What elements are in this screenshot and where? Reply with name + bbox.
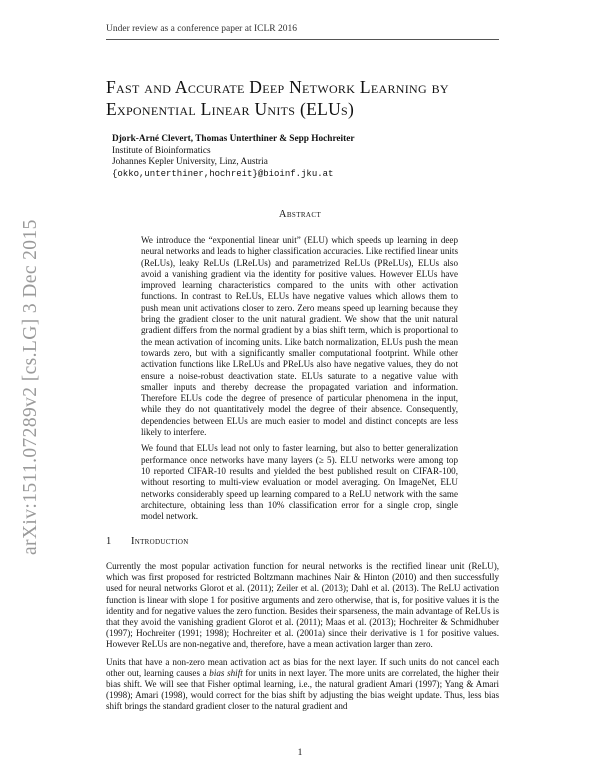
header-rule	[106, 39, 499, 40]
introduction-body	[106, 561, 499, 713]
author-university: Johannes Kepler University, Linz, Austria	[112, 157, 268, 167]
intro-paragraph-2-end: for units in next layer. The more units are correlated, the higher their bias shift. We will see that Fisher optimal learning, i.e., the natural gradient Amari (1997); Yang & Amari (1998); Amari (1998), would correct for the bias shift by adjusting the bias weight update. Thus, less bias shift brings the standard gradient closer to the natural gradient and	[106, 667, 499, 712]
intro-paragraph-2-start: Units that have a non-zero mean activation act as bias for the next layer. If such units do not cancel each other out, learning causes a	[106, 656, 499, 678]
abstract	[141, 235, 458, 522]
author-names: Djork-Arné Clevert, Thomas Unterthiner & Sepp Hochreiter	[112, 134, 355, 144]
title-line-1: Fast and Accurate Deep Network Learning by	[106, 77, 449, 97]
section-number: 1	[106, 536, 112, 547]
title-line-2: Exponential Linear Units (ELUs)	[106, 99, 355, 119]
paper-title	[106, 76, 526, 120]
abstract-paragraph-2: We found that ELUs lead not only to faster learning, but also to better generalization performance once networks have many layers (≥ 5). ELU networks were among top 10 reported CIFAR-10 results and yielded the best published result on CIFAR-100, without resorting to multi-view evaluation or model averaging. On ImageNet, ELU networks considerably speed up learning compared to a ReLU network with the same architecture, obtaining less than 10% classification error for a single crop, single model network.	[141, 443, 458, 522]
intro-paragraph-2	[106, 657, 499, 713]
section-heading	[106, 536, 189, 547]
section-title: Introduction	[130, 536, 189, 547]
author-institute: Institute of Bioinformatics	[112, 145, 211, 156]
page-number: 1	[297, 748, 303, 758]
author-email: {okko,unterthiner,hochreit}@bioinf.jku.at	[112, 168, 334, 179]
running-header: Under review as a conference paper at ICLR 2016	[106, 24, 297, 34]
arxiv-stamp: arXiv:1511.07289v2 [cs.LG] 3 Dec 2015	[20, 219, 41, 555]
intro-paragraph-1: Currently the most popular activation function for neural networks is the rectified linear unit (ReLU), which was first proposed for restricted Boltzmann machines Nair & Hinton (2010) and then successfully used for neural networks Glorot et al. (2011); Zeiler et al. (2013); Dahl et al. (2013). The ReLU activation function is linear with slope 1 for positive arguments and zero otherwise, that is, for positive values it is the identity and for negative values the zero function. Besides their sparseness, the main advantage of ReLUs is that they avoid the vanishing gradient Glorot et al. (2011); Maas et al. (2013); Hochreiter & Schmidhuber (1997); Hochreiter (1991; 1998); Hochreiter et al. (2001a) since their derivative is 1 for positive values. However ReLUs are non-negative and, therefore, have a mean activation larger than zero.	[106, 561, 499, 650]
bias-shift-emphasis: bias shift	[209, 667, 243, 678]
abstract-heading: Abstract	[278, 209, 322, 220]
author-block	[112, 134, 512, 180]
abstract-paragraph-1: We introduce the “exponential linear unit” (ELU) which speeds up learning in deep neural networks and leads to higher classification accuracies. Like rectified linear units (ReLUs), leaky ReLUs (LReLUs) and parametrized ReLUs (PReLUs), ELUs also avoid a vanishing gradient via the identity for positive values. However ELUs have improved learning characteristics compared to the units with other activation functions. In contrast to ReLUs, ELUs have negative values which allows them to push mean unit activations closer to zero. Zero means speed up learning because they bring the gradient closer to the unit natural gradient. We show that the unit natural gradient differs from the normal gradient by a bias shift term, which is proportional to the mean activation of incoming units. Like batch normalization, ELUs push the mean towards zero, but with a significantly smaller computational footprint. While other activation functions like LReLUs and PReLUs also have negative values, they do not ensure a noise-robust deactivation state. ELUs saturate to a negative value with smaller inputs and thereby decrease the propagated variation and information. Therefore ELUs code the degree of presence of particular phenomena in the input, while they do not quantitatively model the degree of their absence. Consequently, dependencies between ELUs are much easier to model and distinct concepts are less likely to interfere.	[141, 235, 458, 438]
